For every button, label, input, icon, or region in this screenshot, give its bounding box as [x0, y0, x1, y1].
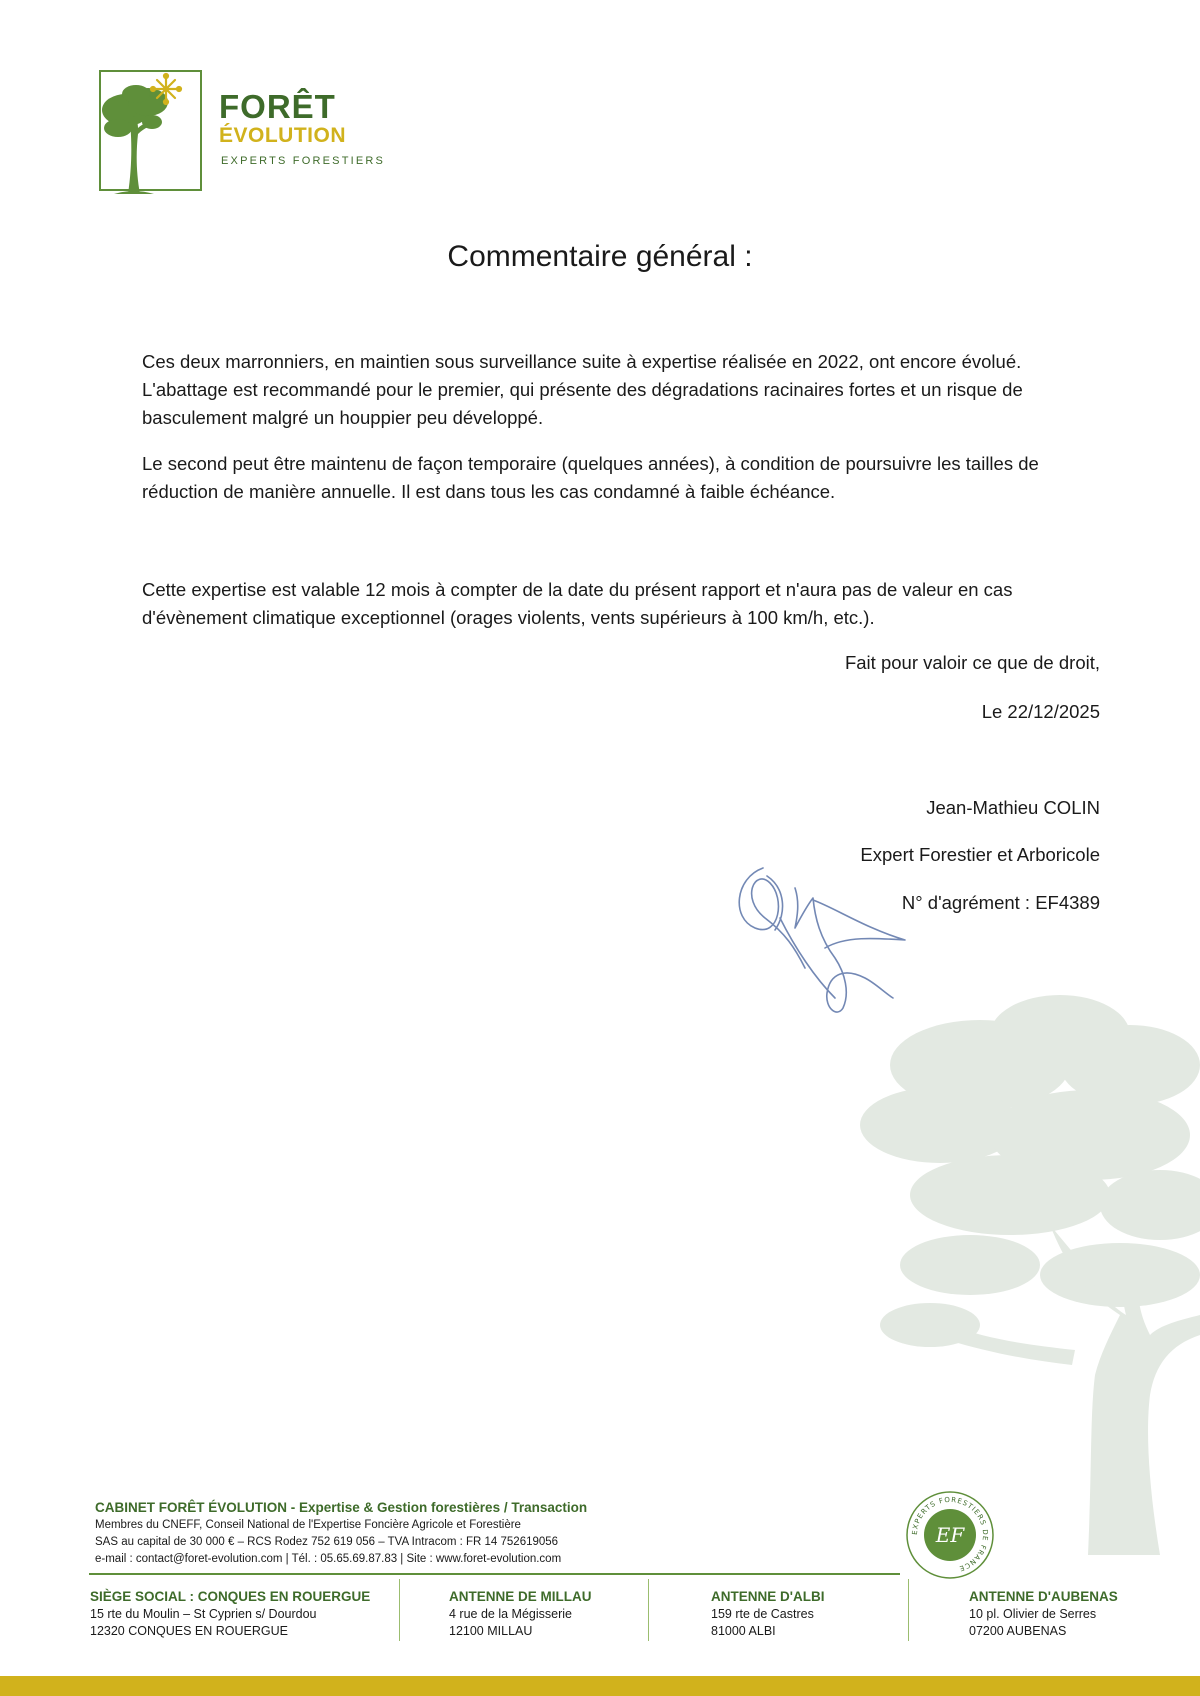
- page-title: Commentaire général :: [447, 240, 753, 273]
- office-millau: [449, 1589, 592, 1638]
- paragraph-validity: Cette expertise est valable 12 mois à compter de la date du présent rapport et n'aura pas de valeur en cas d'évènement climatique exceptionnel (orages violents, vents supérieurs à 100 km/h, etc.).: [142, 579, 1013, 628]
- paragraph-2: Le second peut être maintenu de façon temporaire (quelques années), à condition de poursuivre les tailles de réduction de manière annuelle. Il est dans tous les cas condamné à faible échéance.: [142, 453, 1039, 502]
- office-city: 07200 AUBENAS: [969, 1624, 1067, 1638]
- footer-line-legal: SAS au capital de 30 000 € – RCS Rodez 752 619 056 – TVA Intracom : FR 14 752619056: [95, 1536, 559, 1548]
- tree-logo-icon: [96, 72, 206, 200]
- paragraph-1: Ces deux marronniers, en maintien sous surveillance suite à expertise réalisée en 2022, ont encore évolué. L'abattage est recommandé pour le premier, qui présente des dégradations racinaires fortes et un risque de basculement malgré un houppier peu développé.: [142, 351, 1023, 428]
- footer-divider: [89, 1573, 900, 1575]
- office-address: 159 rte de Castres: [711, 1607, 814, 1621]
- office-city: 81000 ALBI: [711, 1624, 776, 1638]
- office-separator: [399, 1579, 400, 1641]
- office-aubenas: [969, 1589, 1118, 1638]
- footer-line-membership: Membres du CNEFF, Conseil National de l'Expertise Foncière Agricole et Forestière: [95, 1519, 521, 1531]
- office-city: 12320 CONQUES EN ROUERGUE: [90, 1624, 288, 1638]
- office-title: SIÈGE SOCIAL : CONQUES EN ROUERGUE: [90, 1589, 371, 1604]
- office-title: ANTENNE D'AUBENAS: [969, 1589, 1118, 1604]
- seal-monogram: EF: [935, 1523, 965, 1547]
- agrement-number: N° d'agrément : EF4389: [901, 892, 1100, 913]
- office-separator: [648, 1579, 649, 1641]
- closing-formula: Fait pour valoir ce que de droit,: [844, 652, 1100, 673]
- brand-name-line2: ÉVOLUTION: [219, 124, 347, 147]
- office-separator: [908, 1579, 909, 1641]
- brand-name-line1: FORÊT: [219, 88, 336, 125]
- office-address: 15 rte du Moulin – St Cyprien s/ Dourdou: [90, 1607, 317, 1621]
- signatory-name: Jean-Mathieu COLIN: [926, 797, 1100, 818]
- office-albi: [711, 1589, 824, 1638]
- tree-watermark-icon: [860, 995, 1200, 1555]
- office-address: 4 rue de la Mégisserie: [449, 1607, 572, 1621]
- office-title: ANTENNE DE MILLAU: [449, 1589, 592, 1604]
- seal-text: EXPERTS FORESTIERS DE FRANCE: [910, 1495, 990, 1573]
- signatory-role: Expert Forestier et Arboricole: [860, 844, 1100, 865]
- office-city: 12100 MILLAU: [449, 1624, 533, 1638]
- brand-tagline: EXPERTS FORESTIERS: [221, 155, 386, 167]
- experts-forestiers-seal-icon: [905, 1490, 995, 1580]
- bottom-accent-bar: [0, 1676, 1200, 1696]
- office-address: 10 pl. Olivier de Serres: [969, 1607, 1097, 1621]
- office-headquarters: [90, 1589, 370, 1638]
- report-date: Le 22/12/2025: [981, 701, 1100, 722]
- footer-company: CABINET FORÊT ÉVOLUTION - Expertise & Gestion forestières / Transaction: [95, 1500, 588, 1515]
- office-title: ANTENNE D'ALBI: [711, 1589, 825, 1604]
- footer-line-contact: e-mail : contact@foret-evolution.com | Tél. : 05.65.69.87.83 | Site : www.foret-evolution.com: [95, 1553, 562, 1565]
